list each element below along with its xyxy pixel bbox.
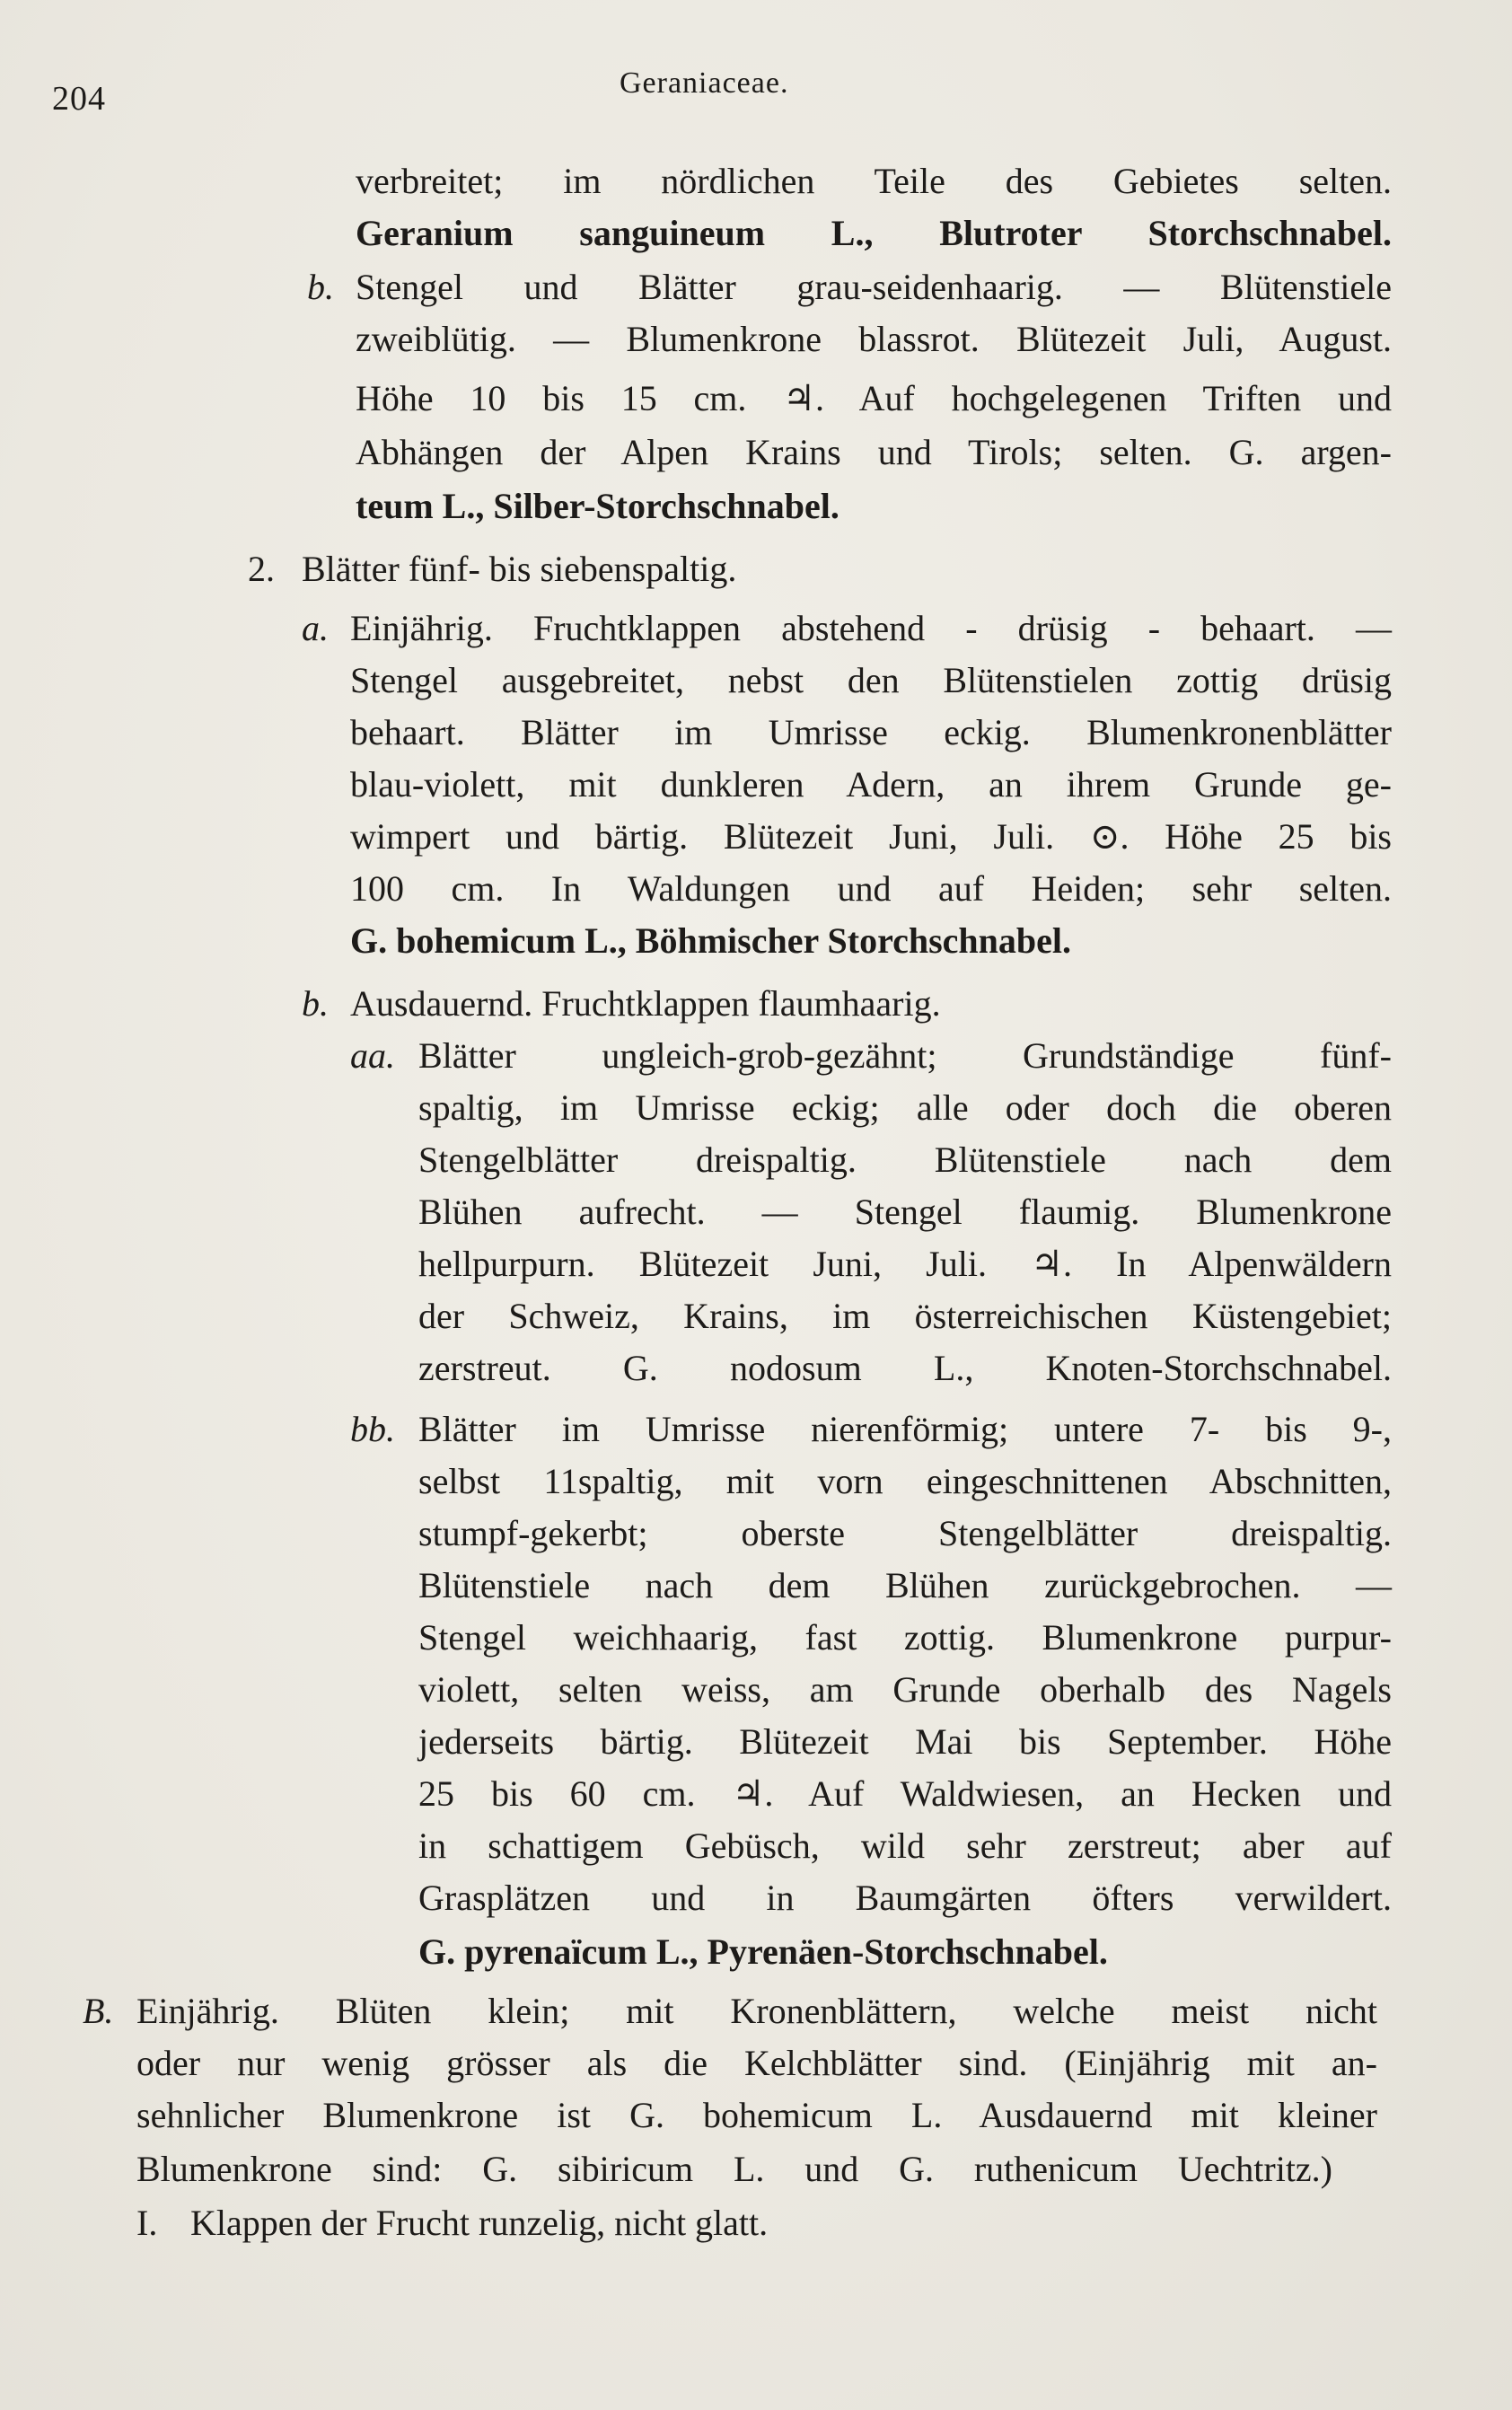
species-line: G. pyrenaïcum L., Pyrenäen-Storchschnabel. [418, 1931, 1108, 1972]
text-line: Blütenstiele nach dem Blühen zurückgebrochen. — [418, 1565, 1392, 1605]
species-line: G. bohemicum L., Böhmischer Storchschnabel. [350, 920, 1072, 961]
text-line: 25 bis 60 cm. ♃. Auf Waldwiesen, an Hecken und [418, 1773, 1392, 1814]
text-line: oder nur wenig grösser als die Kelchblätter sind. (Einjährig mit an- [136, 2043, 1377, 2083]
text-line: zweiblütig. — Blumenkrone blassrot. Blütezeit Juli, August. [356, 319, 1392, 359]
text-line: 100 cm. In Waldungen und auf Heiden; sehr selten. [350, 868, 1392, 909]
text-line: Höhe 10 bis 15 cm. ♃. Auf hochgelegenen Triften und [356, 378, 1392, 418]
text-line: blau-violett, mit dunkleren Adern, an ihrem Grunde ge- [350, 764, 1392, 805]
text-line: der Schweiz, Krains, im österreichischen Küstengebiet; [418, 1296, 1392, 1336]
running-head: Geraniaceae. [620, 66, 789, 100]
marker-I: I. [136, 2203, 158, 2243]
marker-B: B. [83, 1991, 114, 2031]
text-line: spaltig, im Umrisse eckig; alle oder doch die oberen [418, 1087, 1392, 1128]
species-line: zerstreut. G. nodosum L., Knoten-Storchschnabel. [418, 1348, 1392, 1388]
species-line: Geranium sanguineum L., Blutroter Storchschnabel. [356, 213, 1392, 253]
text-line: hellpurpurn. Blütezeit Juni, Juli. ♃. In Alpenwäldern [418, 1244, 1392, 1284]
marker-b: b. [307, 267, 334, 307]
text-line: Stengel ausgebreitet, nebst den Blütenstielen zottig drüsig [350, 660, 1392, 700]
marker-bb: bb. [350, 1409, 395, 1449]
species-line: teum L., Silber-Storchschnabel. [356, 486, 840, 526]
text-line: Stengelblätter dreispaltig. Blütenstiele nach dem [418, 1139, 1392, 1180]
text-line: Blätter ungleich-grob-gezähnt; Grundständige fünf- [418, 1035, 1392, 1076]
marker-aa: aa. [350, 1035, 395, 1076]
text-line: Ausdauernd. Fruchtklappen flaumhaarig. [350, 983, 941, 1024]
marker-2: 2. [248, 549, 275, 589]
text-line: Stengel und Blätter grau-seidenhaarig. — Blütenstiele [356, 267, 1392, 307]
text-line: jederseits bärtig. Blütezeit Mai bis September. Höhe [418, 1721, 1392, 1762]
text-line: Einjährig. Fruchtklappen abstehend - drüsig - behaart. — [350, 608, 1392, 648]
marker-b: b. [302, 983, 329, 1024]
text-line: Blühen aufrecht. — Stengel flaumig. Blumenkrone [418, 1192, 1392, 1232]
text-line: in schattigem Gebüsch, wild sehr zerstreut; aber auf [418, 1825, 1392, 1866]
text-line: verbreitet; im nördlichen Teile des Gebietes selten. [356, 161, 1392, 201]
text-line: selbst 11spaltig, mit vorn eingeschnittenen Abschnitten, [418, 1461, 1392, 1501]
page-number: 204 [52, 80, 106, 118]
text-line: Klappen der Frucht runzelig, nicht glatt. [190, 2203, 769, 2243]
text-line: Abhängen der Alpen Krains und Tirols; selten. G. argen- [356, 432, 1392, 472]
text-line: wimpert und bärtig. Blütezeit Juni, Juli. ⊙. Höhe 25 bis [350, 816, 1392, 857]
marker-a: a. [302, 608, 329, 648]
text-line: Blätter fünf- bis siebenspaltig. [302, 549, 737, 589]
text-line: Blätter im Umrisse nierenförmig; untere 7- bis 9-, [418, 1409, 1392, 1449]
text-line: Grasplätzen und in Baumgärten öfters verwildert. [418, 1878, 1392, 1918]
text-line: Einjährig. Blüten klein; mit Kronenblättern, welche meist nicht [136, 1991, 1377, 2031]
text-line: Blumenkrone sind: G. sibiricum L. und G. ruthenicum Uechtritz.) [136, 2149, 1332, 2189]
text-line: sehnlicher Blumenkrone ist G. bohemicum L. Ausdauernd mit kleiner [136, 2095, 1377, 2135]
text-line: behaart. Blätter im Umrisse eckig. Blumenkronenblätter [350, 712, 1392, 752]
text-line: stumpf-gekerbt; oberste Stengelblätter dreispaltig. [418, 1513, 1392, 1553]
text-line: violett, selten weiss, am Grunde oberhalb des Nagels [418, 1669, 1392, 1710]
text-line: Stengel weichhaarig, fast zottig. Blumenkrone purpur- [418, 1617, 1392, 1658]
